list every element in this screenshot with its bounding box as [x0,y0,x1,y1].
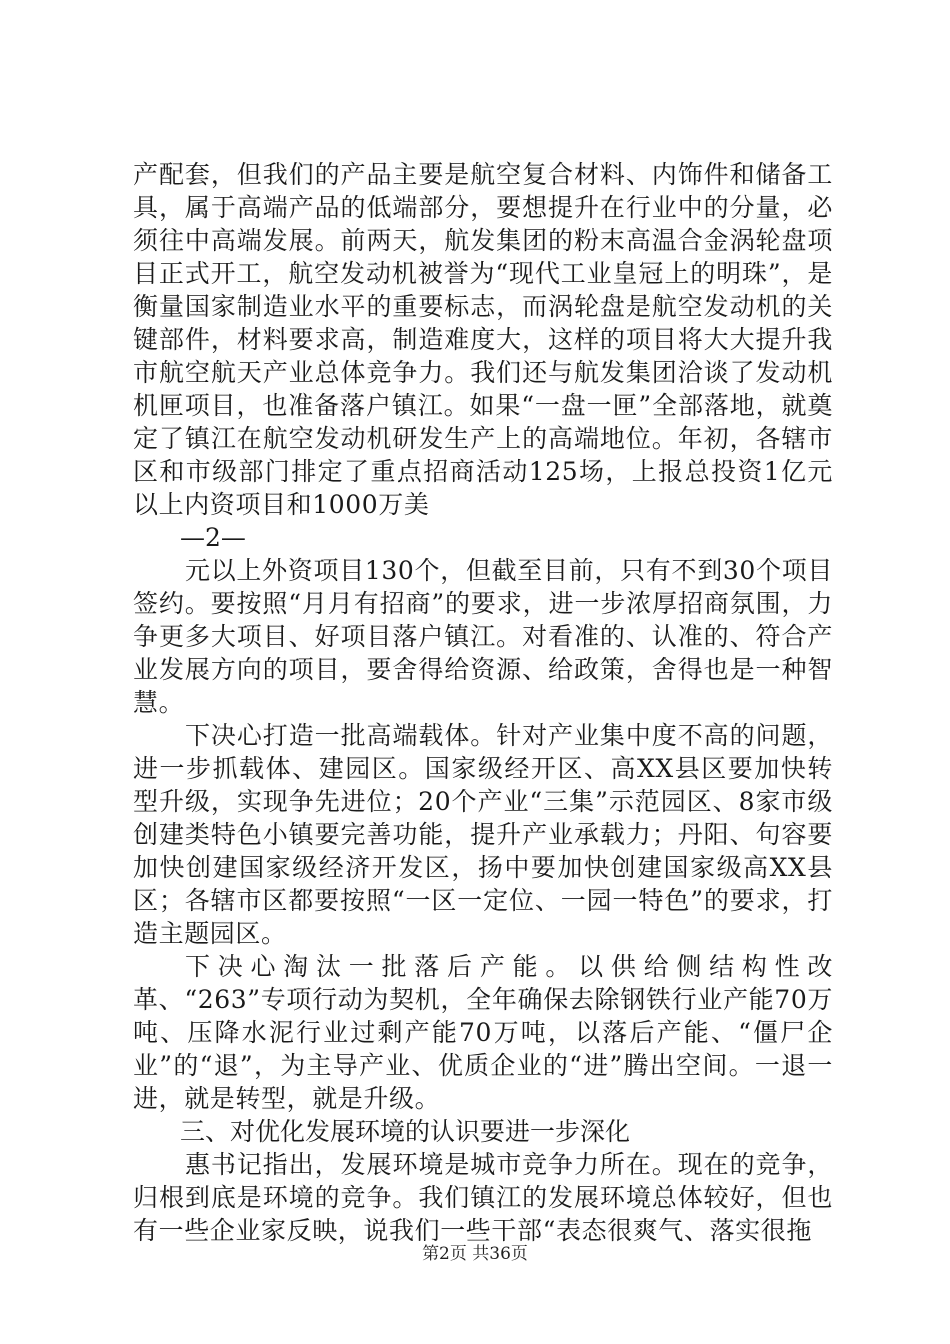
paragraph-1: 产配套，但我们的产品主要是航空复合材料、内饰件和储备工具，属于高端产品的低端部分，要想提升在行业中的分量，必须往中高端发展。前两天，航发集团的粉末高温合金涡轮盘项目正式开工，航空发动机被誉为“现代工业皇冠上的明珠”，是衡量国家制造业水平的重要标志，而涡轮盘是航空发动机的关键部件，材料要求高，制造难度大，这样的项目将大大提升我市航空航天产业总体竞争力。我们还与航发集团洽谈了发动机机匣项目，也准备落户镇江。如果“一盘一匣”全部落地，就奠定了镇江在航空发动机研发生产上的高端地位。年初，各辖市区和市级部门排定了重点招商活动125场，上报总投资1亿元以上内资项目和1000万美 [133,160,833,519]
paragraph-3: 下决心打造一批高端载体。针对产业集中度不高的问题，进一步抓载体、建园区。国家级经开区、高XX县区要加快转型升级，实现争先进位；20个产业“三集”示范园区、8家市级创建类特色小镇要完善功能，提升产业承载力；丹阳、句容要加快创建国家级经济开发区，扬中要加快创建国家级高XX县区；各辖市区都要按照“一区一定位、一园一特色”的要求，打造主题园区。 [133,721,833,948]
inline-page-number: —2— [180,523,246,552]
document-body [133,158,833,1247]
section-heading-3: 三、对优化发展环境的认识要进一步深化 [180,1117,631,1146]
paragraph-4: 下决心淘汰一批落后产能。以供给侧结构性改革、“263”专项行动为契机，全年确保去除钢铁行业产能70万吨、压降水泥行业过剩产能70万吨，以落后产能、“僵尸企业”的“退”，为主导产业、优质企业的“进”腾出空间。一退一进，就是转型，就是升级。 [133,952,833,1113]
paragraph-2: 元以上外资项目130个，但截至目前，只有不到30个项目签约。要按照“月月有招商”的要求，进一步浓厚招商氛围，力争更多大项目、好项目落户镇江。对看准的、认准的、符合产业发展方向的项目，要舍得给资源、给政策，舍得也是一种智慧。 [133,556,833,717]
paragraph-5: 惠书记指出，发展环境是城市竞争力所在。现在的竞争，归根到底是环境的竞争。我们镇江的发展环境总体较好，但也有一些企业家反映，说我们一些干部“表态很爽气、落实很拖 [133,1150,833,1245]
page-footer: 第2页 共36页 [422,1244,528,1264]
